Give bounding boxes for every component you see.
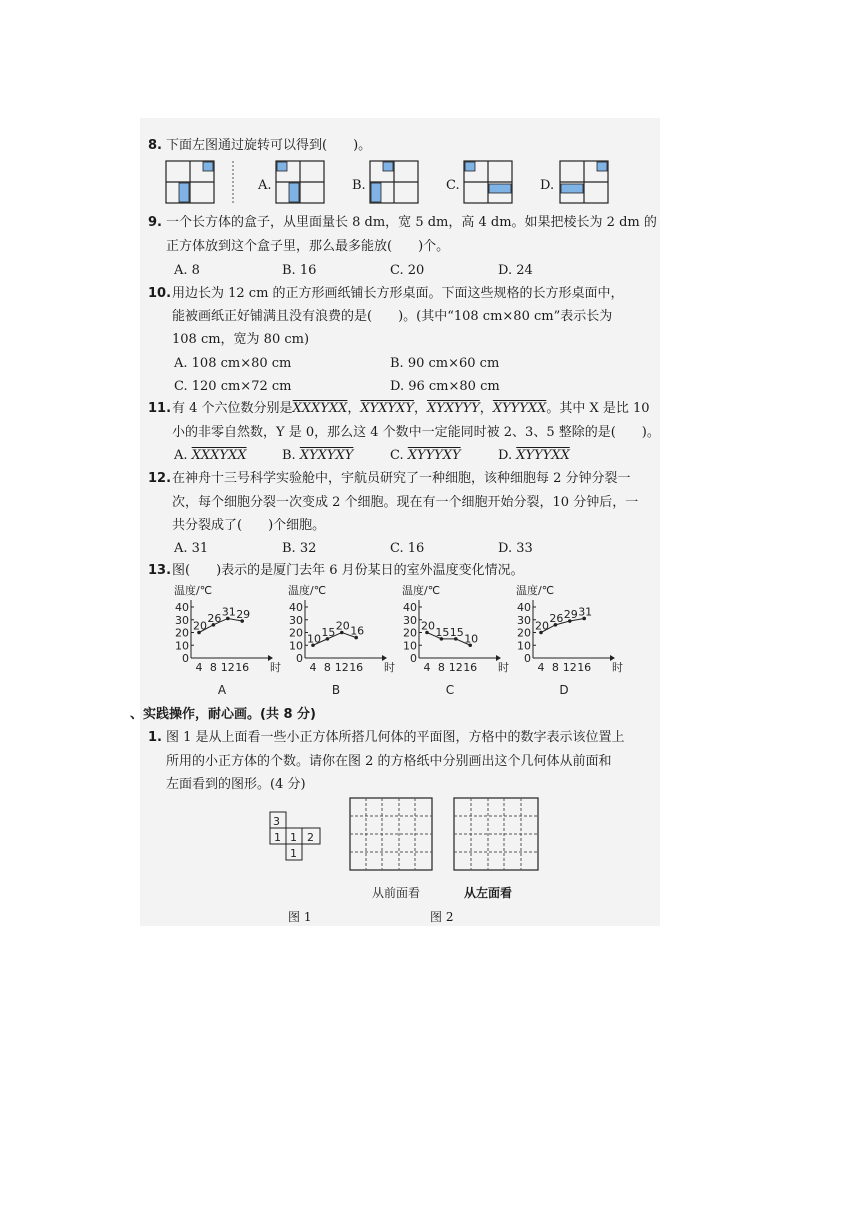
- y-tick-label: 10: [403, 639, 417, 653]
- q8-option-d[interactable]: D.: [540, 178, 555, 193]
- y-tick-label: 40: [517, 601, 531, 614]
- x-tick-label: 16: [349, 661, 364, 674]
- q11-option-b[interactable]: [282, 447, 353, 465]
- q9-option-d[interactable]: D. 24: [498, 263, 533, 278]
- data-label: 20: [421, 619, 435, 633]
- y-tick-label: 0: [296, 652, 303, 665]
- data-label: 16: [350, 624, 365, 638]
- q10-option-c[interactable]: C. 120 cm×72 cm: [174, 379, 292, 394]
- x-tick-label: 12: [220, 661, 235, 674]
- chart-option-label: B: [331, 683, 341, 697]
- front-view-label: 从前面看: [372, 886, 421, 900]
- left-view-grid: [454, 798, 538, 870]
- q11-line2: 小的非零自然数，Y 是 0，那么这 4 个数中一定能同时被 2、3、5 整除的是( )。: [172, 425, 660, 440]
- q11-line1-post: 。其中 X 是比 10: [546, 401, 650, 416]
- q8-option-d-figure: [560, 161, 608, 203]
- y-tick-label: 10: [175, 639, 189, 653]
- chart-title: 温度/℃: [174, 584, 213, 597]
- q11-line1-pre: 有 4 个六位数分别是: [172, 401, 293, 416]
- q11-option-d-value: XYYYXX: [516, 448, 570, 463]
- q10-line2: 能被画纸正好铺满且没有浪费的是( )。(其中“108 cm×80 cm”表示长为: [172, 309, 613, 324]
- q10-option-b[interactable]: B. 90 cm×60 cm: [390, 356, 500, 371]
- y-tick-label: 30: [403, 613, 417, 627]
- q11-line1: 有 4 个六位数分别是XXXYXX，XYXYXY，XYXYYY，XYYYXX。其中 X 是比 10: [172, 401, 650, 416]
- x-tick-label: 4: [537, 661, 545, 674]
- x-tick-label: 12: [334, 661, 349, 674]
- temperature-chart-A: [172, 582, 292, 700]
- data-label: 20: [535, 619, 549, 633]
- x-tick-label: 8: [437, 661, 445, 674]
- p1-number: 1.: [148, 730, 162, 745]
- section-title: 、实践操作，耐心画。(共 8 分): [130, 707, 316, 722]
- q10-number: 10.: [148, 286, 172, 301]
- x-tick-label: 16: [577, 661, 592, 674]
- x-axis-label: 时: [384, 661, 395, 674]
- x-axis-label: 时: [270, 661, 281, 674]
- q11-number-2: XYXYXY: [360, 401, 414, 416]
- data-label: 26: [207, 611, 222, 625]
- x-tick-label: 12: [562, 661, 577, 674]
- q9-option-c[interactable]: C. 20: [390, 263, 425, 278]
- q11-number: 11.: [148, 401, 172, 416]
- data-label: 20: [193, 619, 207, 633]
- q11-option-c-value: XYYYXY: [407, 448, 461, 463]
- q11-option-b-value: XYXYXY: [299, 448, 354, 463]
- q11-option-a-value: XXXYXX: [191, 448, 247, 463]
- y-tick-label: 20: [403, 626, 417, 640]
- q13-text: 图( )表示的是厦门去年 6 月份某日的室外温度变化情况。: [172, 563, 524, 578]
- q10-line3: 108 cm，宽为 80 cm): [172, 332, 310, 347]
- data-label: 15: [449, 625, 464, 639]
- chart-title: 温度/℃: [402, 584, 441, 597]
- q12-line1: 在神舟十三号科学实验舱中，宇航员研究了一种细胞，该种细胞每 2 分钟分裂一: [172, 471, 631, 486]
- q11-option-c-letter: C.: [390, 448, 404, 463]
- data-label: 31: [578, 605, 593, 619]
- y-tick-label: 10: [517, 639, 531, 653]
- y-tick-label: 30: [289, 613, 303, 627]
- y-tick-label: 0: [410, 652, 417, 665]
- figure-1-caption: 图 1: [288, 910, 312, 924]
- x-axis-label: 时: [498, 661, 509, 674]
- data-label: 29: [236, 608, 251, 622]
- fig1-cell-2: 1: [274, 831, 281, 844]
- q11-number-4: XYYYXX: [492, 401, 547, 416]
- y-tick-label: 20: [289, 626, 303, 640]
- q12-option-b[interactable]: B. 32: [282, 541, 317, 556]
- q12-option-d[interactable]: D. 33: [498, 541, 533, 556]
- q11-option-d-letter: D.: [498, 448, 513, 463]
- q12-option-a[interactable]: A. 31: [174, 541, 209, 556]
- q12-option-c[interactable]: C. 16: [390, 541, 425, 556]
- y-tick-label: 20: [175, 626, 189, 640]
- fig1-cell-4: 2: [307, 831, 314, 844]
- fig1-cell-1: 3: [273, 815, 280, 828]
- x-tick-label: 16: [235, 661, 250, 674]
- p1-line2: 所用的小正方体的个数。请你在图 2 的方格纸中分别画出这个几何体从前面和: [166, 754, 612, 769]
- figure-2-caption: 图 2: [430, 910, 454, 924]
- q12-line2: 次，每个细胞分裂一次变成 2 个细胞。现在有一个细胞开始分裂，10 分钟后，一: [172, 495, 639, 510]
- q8-number: 8.: [148, 138, 162, 153]
- data-label: 15: [321, 625, 336, 639]
- data-label: 26: [549, 611, 564, 625]
- data-label: 15: [435, 625, 450, 639]
- q8-option-c-figure: [464, 161, 512, 203]
- q8-option-b-figure: [370, 161, 418, 203]
- data-label: 20: [335, 619, 350, 633]
- temperature-chart-D: [514, 582, 634, 700]
- chart-option-label: D: [559, 683, 569, 697]
- q9-number: 9.: [148, 215, 162, 230]
- x-tick-label: 16: [463, 661, 478, 674]
- y-tick-label: 40: [175, 601, 189, 614]
- q8-text: 下面左图通过旋转可以得到( )。: [166, 138, 372, 153]
- q12-number: 12.: [148, 471, 172, 486]
- y-tick-label: 40: [403, 601, 417, 614]
- y-tick-label: 40: [289, 601, 303, 614]
- data-label: 29: [563, 608, 578, 622]
- y-tick-label: 20: [517, 626, 531, 640]
- chart-title: 温度/℃: [288, 584, 327, 597]
- x-tick-label: 8: [209, 661, 217, 674]
- data-label: 10: [307, 632, 321, 646]
- temperature-chart-B: [286, 582, 406, 700]
- left-view-label: 从左面看: [464, 886, 513, 900]
- p1-line3: 左面看到的图形。(4 分): [166, 777, 306, 792]
- q9-option-a[interactable]: A. 8: [174, 263, 200, 278]
- x-tick-label: 4: [423, 661, 431, 674]
- q11-number-1: XXXYXX: [292, 401, 348, 416]
- chart-title: 温度/℃: [516, 584, 555, 597]
- q8-original-figure: [166, 161, 214, 203]
- p1-figures: [260, 790, 560, 890]
- q9-option-b[interactable]: B. 16: [282, 263, 317, 278]
- y-tick-label: 0: [182, 652, 189, 665]
- q9-line2: 正方体放到这个盒子里，那么最多能放( )个。: [166, 239, 450, 254]
- x-tick-label: 4: [195, 661, 203, 674]
- q11-number-3: XYXYYY: [426, 401, 480, 416]
- q8-option-c[interactable]: C.: [446, 178, 460, 193]
- chart-option-label: A: [217, 683, 227, 697]
- y-tick-label: 30: [517, 613, 531, 627]
- q10-option-a[interactable]: A. 108 cm×80 cm: [174, 356, 292, 371]
- q10-option-d[interactable]: D. 96 cm×80 cm: [390, 379, 500, 394]
- q8-option-a[interactable]: A.: [258, 178, 272, 193]
- y-tick-label: 0: [524, 652, 531, 665]
- chart-option-label: C: [445, 683, 455, 697]
- x-axis-label: 时: [612, 661, 623, 674]
- q11-option-c[interactable]: [390, 447, 461, 465]
- y-tick-label: 30: [175, 613, 189, 627]
- x-tick-label: 4: [309, 661, 317, 674]
- data-label: 31: [221, 605, 236, 619]
- q11-option-a[interactable]: [174, 447, 247, 465]
- figure-1-grid: [270, 812, 320, 860]
- q13-number: 13.: [148, 563, 172, 578]
- fig1-cell-3: 1: [290, 831, 297, 844]
- x-tick-label: 12: [448, 661, 463, 674]
- front-view-grid: [350, 798, 432, 870]
- q10-line1: 用边长为 12 cm 的正方形画纸铺长方形桌面。下面这些规格的长方形桌面中，: [172, 286, 624, 301]
- q11-option-a-letter: A.: [174, 448, 188, 463]
- y-tick-label: 10: [289, 639, 303, 653]
- q8-option-a-figure: [276, 161, 324, 203]
- q11-option-d[interactable]: [498, 447, 570, 465]
- x-tick-label: 8: [323, 661, 331, 674]
- q12-line3: 共分裂成了( )个细胞。: [172, 518, 326, 533]
- q8-option-b[interactable]: B.: [352, 178, 366, 193]
- temperature-chart-C: [400, 582, 520, 700]
- data-label: 10: [464, 632, 479, 646]
- fig1-cell-5: 1: [290, 847, 297, 860]
- x-tick-label: 8: [551, 661, 559, 674]
- q11-option-b-letter: B.: [282, 448, 296, 463]
- p1-line1: 图 1 是从上面看一些小正方体所搭几何体的平面图，方格中的数字表示该位置上: [166, 730, 625, 745]
- q9-line1: 一个长方体的盒子，从里面量长 8 dm，宽 5 dm，高 4 dm。如果把棱长为 2 dm 的: [166, 215, 657, 230]
